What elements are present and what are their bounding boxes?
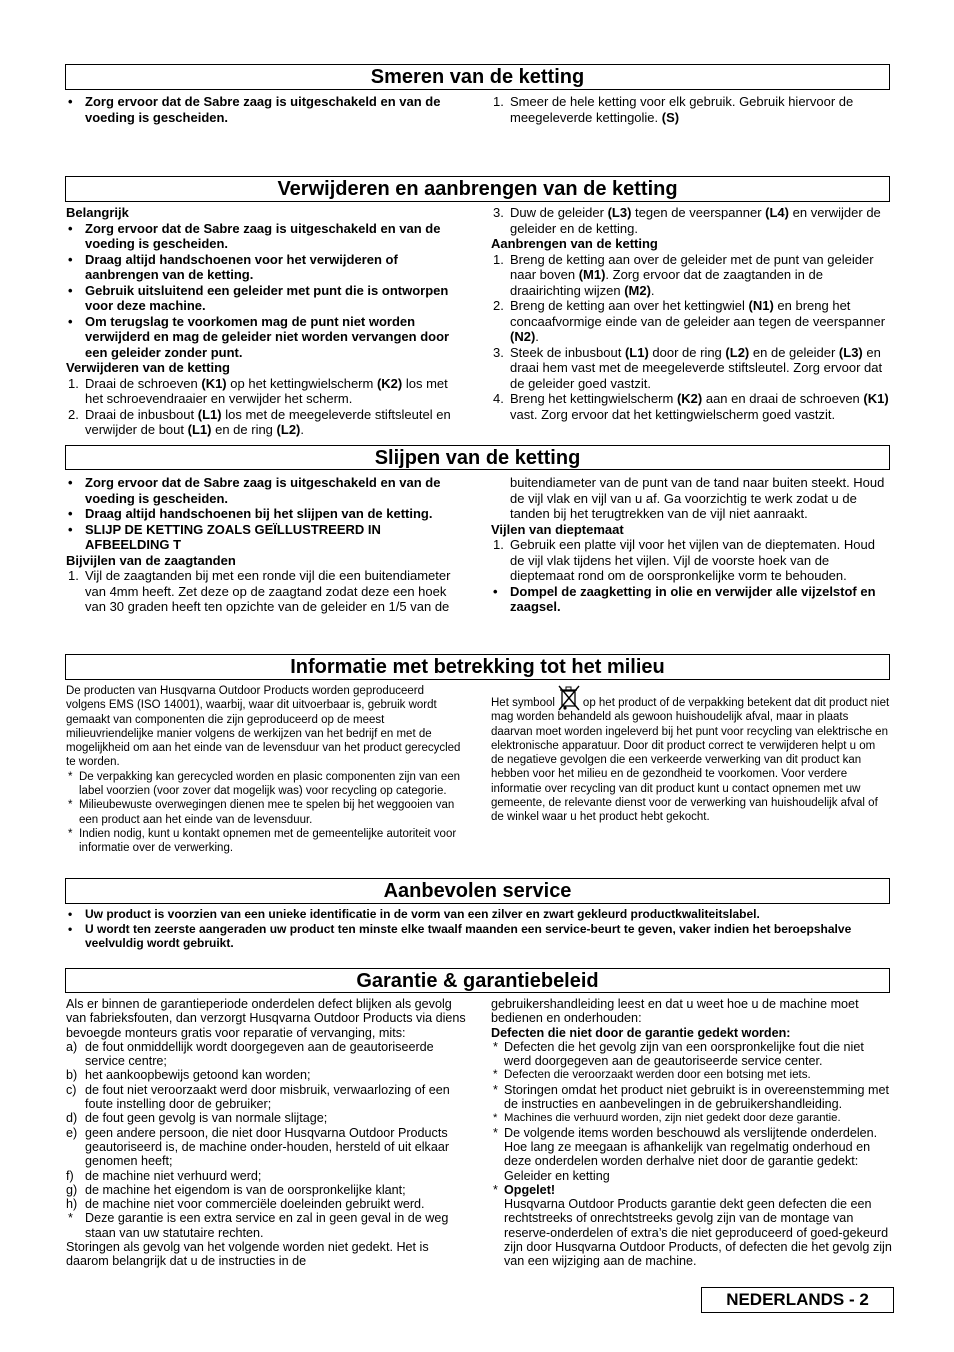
- list-item: * Indien nodig, kunt u kontakt opnemen met de gemeentelijke autoriteit voor informatie over de verwerking.: [68, 827, 457, 855]
- list-item: f) de machine niet verhuurd werd;: [66, 1168, 262, 1183]
- list-item: * Milieubewuste overwegingen dienen mee te spelen bij het weggooien van een product aan het einde van de levensduur.: [68, 799, 455, 826]
- garantie-left-column: [66, 997, 466, 1269]
- list-item: * Deze garantie is een extra service en zal in geen geval in de weg staan van uw statutaire rechten.: [68, 1211, 449, 1240]
- continued-text: buitendiameter van de punt van de tand naar buiten steekt. Houd de vijl vlak en vijl van u af. Ga voorzichtig te werk zodat u de tanden bij het terugtrekken van de vijl niet aanraakt.: [510, 475, 885, 521]
- subheading: Belangrijk: [66, 205, 129, 220]
- list-item: • Draag altijd handschoenen voor het verwijderen of aanbrengen van de ketting.: [68, 251, 398, 282]
- list-item: b) het aankoopbewijs getoond kan worden;: [66, 1068, 311, 1083]
- subheading: Vijlen van dieptemaat: [491, 521, 624, 537]
- smeren-right-column: [491, 94, 891, 125]
- milieu-right-column: [491, 684, 891, 825]
- subheading: Aanbrengen van de ketting: [491, 236, 658, 251]
- continued-text: gebruikershandleiding leest en dat u weet hoe u de machine moet bedienen en onderhouden:: [491, 997, 859, 1026]
- service-list: [66, 907, 892, 951]
- garantie-right-column: [491, 997, 893, 1269]
- list-item: • SLIJP DE KETTING ZOALS GEÏLLUSTREERD IN AFBEELDING T: [68, 521, 381, 552]
- list-item: • Om terugslag te voorkomen mag de punt niet worden verwijderd en mag de geleider niet worden vervangen door een geleider zonder punt.: [68, 313, 450, 360]
- list-item: • Zorg ervoor dat de Sabre zaag is uitgeschakeld en van de voeding is gescheiden.: [68, 475, 441, 506]
- list-item: a) de fout onmiddellijk wordt doorgegeven aan de geautoriseerde service centre;: [66, 1039, 434, 1069]
- list-item: • Zorg ervoor dat de Sabre zaag is uitgeschakeld en van de voeding is gescheiden.: [68, 220, 441, 251]
- list-item: 1. Breng de ketting aan over de geleider met de punt van geleider naar boven (M1). Zorg ervoor dat de zaagtanden in de draairichting wijzen (M2).: [493, 251, 874, 298]
- list-item: • U wordt ten zeerste aangeraden uw product ten minste elke twaalf maanden een service-beurt te geven, vaker indien het beroepshalve veelvuldig wordt gebruikt.: [68, 921, 852, 950]
- section-title-verwijderen: Verwijderen en aanbrengen van de ketting: [65, 176, 890, 202]
- section-title-garantie: Garantie & garantiebeleid: [65, 968, 890, 993]
- section-title-slijpen: Slijpen van de ketting: [65, 445, 890, 470]
- list-item: • Uw product is voorzien van een unieke identificatie in de vorm van een zilver en zwart gekleurd productkwaliteitslabel.: [68, 907, 760, 921]
- list-item: 2. Draai de inbusbout (L1) los met de meegeleverde stiftsleutel en verwijder de bout (L1) en de ring (L2).: [68, 406, 451, 437]
- list-item: e) geen andere persoon, die niet door Husqvarna Outdoor Products geautoriseerd is, de machine onder-houden, hersteld of uit elkaar genomen heeft;: [66, 1125, 450, 1169]
- list-item: 1. Smeer de hele ketting voor elk gebruik. Gebruik hiervoor de meegeleverde kettingolie. (S): [493, 94, 854, 125]
- list-item: 1. Draai de schroeven (K1) op het kettingwielscherm (K2) los met het schroevendraaier en verwijder het scherm.: [68, 375, 448, 406]
- list-item: 1. Gebruik een platte vijl voor het vijlen van de dieptematen. Houd de vijl vlak tijdens het vijlen. Vijl de voorste hoek van de dieptemaat rond om de oorspronkelijke vorm te behouden.: [493, 537, 875, 583]
- list-item: * Opgelet!: [493, 1182, 556, 1197]
- crossed-out-wheelie-bin-icon: [557, 684, 581, 710]
- verwijderen-left-column: [66, 205, 466, 438]
- subheading: Defecten die niet door de garantie gedekt worden:: [491, 1025, 791, 1040]
- list-item: • Gebruik uitsluitend een geleider met punt die is ontworpen voor deze machine.: [68, 282, 449, 313]
- list-item: 3. Duw de geleider (L3) tegen de veerspanner (L4) en verwijder de geleider en de ketting.: [493, 205, 881, 236]
- subheading: Bijvijlen van de zaagtanden: [66, 552, 236, 568]
- list-item: 4. Breng het kettingwielscherm (K2) aan en draai de schroeven (K1) vast. Zorg ervoor dat het kettingwielscherm goed vastzit.: [493, 391, 889, 422]
- list-item: 3. Steek de inbusbout (L1) door de ring (L2) en de geleider (L3) en draai hem vast met de meegeleverde stiftsleutel. Zorg ervoor dat de geleider goed vastzit.: [493, 344, 883, 391]
- smeren-left-column: [66, 94, 466, 125]
- paragraph: Het symbool op het product of de verpakking betekent dat dit product niet mag worden behandeld als gewoon huishoudelijk afval, maar in plaats daarvan moet worden ingeleverd bij het punt voor recycling van elektrische en elektronische apparatuur. Door dit product correct te verwijderen helpt u om de negatieve gevolgen die een verkeerde verwerking van dit product kan hebben voor het milieu en de gezondheid te voorkomen. Voor verdere informatie over recycling van dit product kunt u contact opnemen met uw gemeente, de relevante dienst voor de verwerking van huishoudelijk afval of de winkel waar u het product hebt gekocht.: [491, 684, 891, 825]
- milieu-left-column: [66, 684, 464, 856]
- paragraph: De producten van Husqvarna Outdoor Products worden geproduceerd volgens EMS (ISO 14001), waarbij, waar dit uitvoerbaar is, gebruik wordt gemaakt van componenten die zijn geproduceerd op de meest milieuvriendelijke manier volgens de werkijzen van het bedrijf en met de mogelijkheid om aan het einde van de levensduur van het product gerecycled te worden.: [66, 685, 461, 769]
- slijpen-right-column: [491, 475, 891, 615]
- list-item: * De verpakking kan gerecycled worden en plasic componenten zijn van een label voorzien (voor zover dat mogelijk was) voor recycling op categorie.: [68, 770, 461, 798]
- list-item: h) de machine niet voor commerciële doeleinden gebruikt werd.: [66, 1197, 425, 1212]
- list-item: * Storingen omdat het product niet gebruikt is in overeenstemming met de instructies en aanbevelingen in de gebruikershandleiding.: [493, 1082, 890, 1112]
- list-item: 1. Vijl de zaagtanden bij met een ronde vijl die een buitendiameter van 4mm heeft. Zet deze op de zaagtand zodat deze een hoek van 30 graden heeft ten opzichte van de geleider en 1/5 van de: [68, 568, 451, 614]
- list-item: • Dompel de zaagketting in olie en verwijder alle vijzelstof en zaagsel.: [493, 583, 876, 614]
- list-item: * De volgende items worden beschouwd als verslijtende onderdelen. Hoe lang ze meegaan is afhankelijk van regelmatig onderhoud en deze onderdelen worden derhalve niet door de garantie gedekt: Geleider en ketting: [493, 1125, 878, 1183]
- list-item: d) de fout geen gevolg is van normale slijtage;: [66, 1111, 328, 1126]
- slijpen-left-column: [66, 475, 466, 615]
- list-item: 2. Breng de ketting aan over het kettingwiel (N1) en breng het concaafvormige einde van de geleider aan tegen de veerspanner (N2).: [493, 298, 886, 344]
- paragraph: Storingen als gevolg van het volgende worden niet gedekt. Het is daarom belangrijk dat u de instructies in de: [66, 1240, 429, 1269]
- list-item: * Defecten die veroorzaakt werden door een botsing met iets.: [493, 1068, 811, 1082]
- paragraph: Als er binnen de garantieperiode onderdelen defect blijken als gevolg van fabrieksfouten, dan verzorgt Husqvarna Outdoor Products via diens bevoegde monteurs gratis voor reparatie of vervanging, mits:: [66, 997, 466, 1040]
- list-item: * Machines die verhuurd worden, zijn niet gedekt door deze garantie.: [493, 1112, 841, 1125]
- list-item: * Defecten die het gevolg zijn van een oorspronkelijke fout die niet werd doorgegeven aan de geautoriseerde service center.: [493, 1039, 864, 1069]
- section-title-service: Aanbevolen service: [65, 878, 890, 904]
- subheading: Verwijderen van de ketting: [66, 360, 230, 375]
- page-number-label: NEDERLANDS - 2: [701, 1287, 894, 1313]
- list-item: • Draag altijd handschoenen bij het slijpen van de ketting.: [68, 506, 433, 521]
- verwijderen-right-column: [491, 205, 891, 422]
- section-title-smeren: Smeren van de ketting: [65, 64, 890, 90]
- list-item: g) de machine het eigendom is van de oorspronkelijke klant;: [66, 1182, 406, 1197]
- list-item: • Zorg ervoor dat de Sabre zaag is uitgeschakeld en van de voeding is gescheiden.: [68, 94, 441, 125]
- paragraph: Husqvarna Outdoor Products garantie dekt geen defecten die een rechtstreeks of onrechtstreeks gevolg zijn van de montage van reserve-onderdelen of extra’s die niet geproduceerd of goed-gekeurd zijn door Husqvarna Outdoor Products, of defecten die het gevolg zijn van een wijziging aan de machine.: [504, 1197, 892, 1269]
- section-title-milieu: Informatie met betrekking tot het milieu: [65, 654, 890, 680]
- list-item: c) de fout niet veroorzaakt werd door misbruik, verwaarlozing of een foute instelling door de gebruiker;: [66, 1082, 450, 1112]
